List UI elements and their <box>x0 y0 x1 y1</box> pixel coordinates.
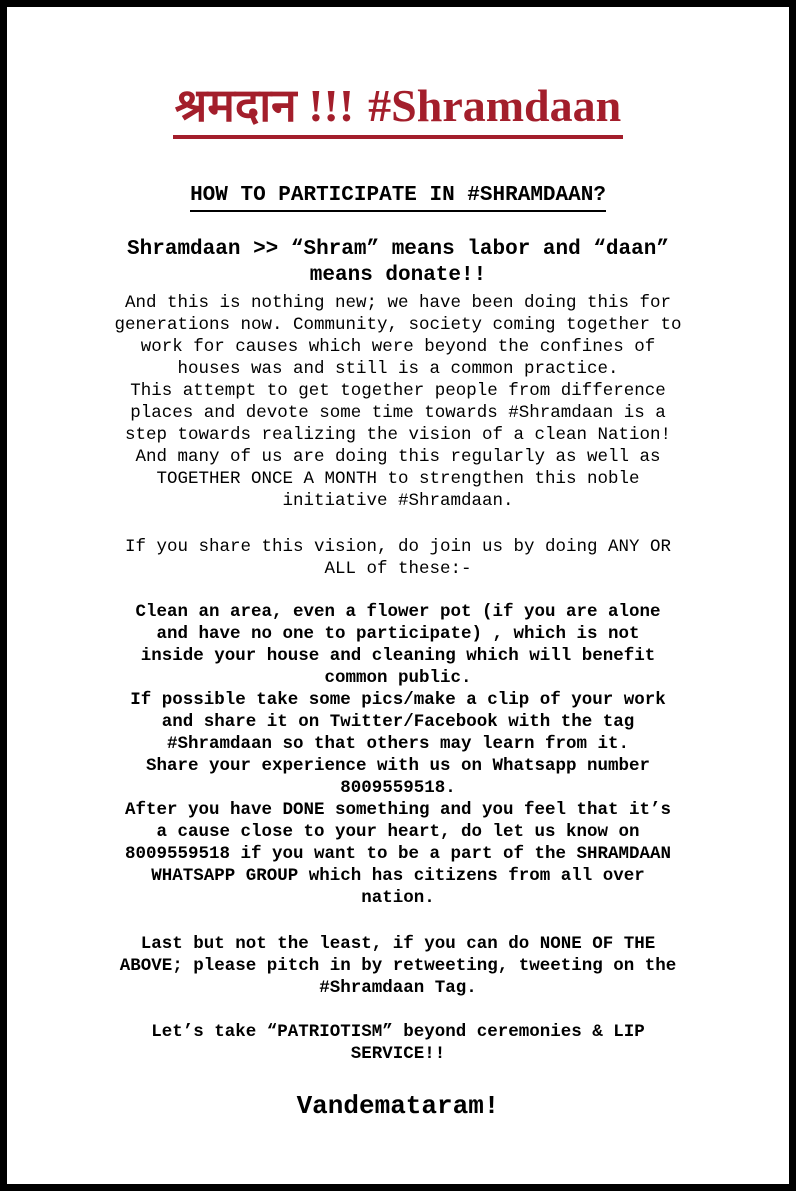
list-item-share <box>7 689 789 755</box>
list-item-line: #Shramdaan so that others may learn from it. <box>166 734 630 754</box>
paragraph-line: This attempt to get together people from difference <box>130 381 666 401</box>
list-item-line: nation. <box>361 888 435 908</box>
list-item-line: Share your experience with us on Whatsapp number <box>145 756 651 776</box>
paragraph-line: generations now. Community, society coming together to <box>114 315 682 335</box>
title-hashtag: #Shramdaan <box>368 80 622 131</box>
list-item-line: and have no one to participate) , which is not <box>156 624 640 644</box>
paragraph-line: initiative #Shramdaan. <box>282 491 514 511</box>
list-item-line: 8009559518. <box>340 778 456 798</box>
subheading <box>7 183 789 212</box>
list-item-line: and share it on Twitter/Facebook with the tag <box>161 712 635 732</box>
list-item-experience <box>7 755 789 799</box>
patriotism-line: Let’s take “PATRIOTISM” beyond ceremonies & LIP <box>151 1022 645 1042</box>
paragraph-line: step towards realizing the vision of a clean Nation! <box>124 425 672 445</box>
paragraph-line: If you share this vision, do join us by doing ANY OR <box>124 537 672 557</box>
list-item-line: If possible take some pics/make a clip of your work <box>130 690 666 710</box>
page-title <box>7 79 789 139</box>
list-item-line: a cause close to your heart, do let us know on <box>156 822 640 842</box>
paragraph-line: houses was and still is a common practice. <box>177 359 619 379</box>
paragraph-line: And many of us are doing this regularly as well as <box>135 447 661 467</box>
list-item-group <box>7 799 789 909</box>
paragraph-line: places and devote some time towards #Shramdaan is a <box>130 403 666 423</box>
last-note-line: Last but not the least, if you can do NONE OF THE <box>140 934 656 954</box>
intro-definition <box>7 237 789 289</box>
paragraph-invitation <box>7 536 789 580</box>
intro-line: Shramdaan >> “Shram” means labor and “daan” <box>127 238 669 261</box>
list-item-line: common public. <box>324 668 472 688</box>
list-item-line: WHATSAPP GROUP which has citizens from all over <box>151 866 645 886</box>
subheading-text: HOW TO PARTICIPATE IN #SHRAMDAAN? <box>190 183 606 212</box>
list-item-line: Clean an area, even a flower pot (if you are alone <box>135 602 661 622</box>
title-heading <box>173 79 623 139</box>
last-note-line: #Shramdaan Tag. <box>319 978 477 998</box>
last-note <box>7 933 789 999</box>
intro-line: means donate!! <box>309 264 487 287</box>
poster-page <box>7 7 789 1184</box>
paragraph-background <box>7 292 789 512</box>
paragraph-line: ALL of these:- <box>324 559 472 579</box>
paragraph-line: work for causes which were beyond the confines of <box>140 337 656 357</box>
signoff: Vandemataram! <box>296 1091 500 1121</box>
title-hindi: श्रमदान !!! <box>174 80 355 131</box>
patriotism-line: SERVICE!! <box>350 1044 446 1064</box>
list-item-line: inside your house and cleaning which will benefit <box>140 646 656 666</box>
list-item-line: After you have DONE something and you feel that it’s <box>124 800 672 820</box>
last-note-line: ABOVE; please pitch in by retweeting, tweeting on the <box>119 956 677 976</box>
list-item-clean <box>7 601 789 689</box>
paragraph-line: TOGETHER ONCE A MONTH to strengthen this noble <box>156 469 640 489</box>
list-item-line: 8009559518 if you want to be a part of the SHRAMDAAN <box>124 844 672 864</box>
patriotism-note <box>7 1021 789 1065</box>
paragraph-line: And this is nothing new; we have been doing this for <box>124 293 672 313</box>
